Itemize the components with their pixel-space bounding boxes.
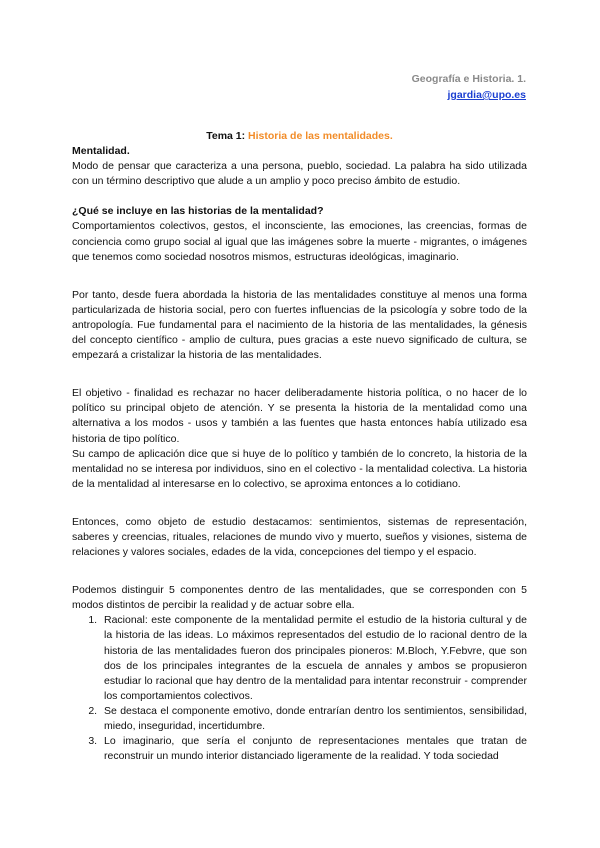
paragraph-por-tanto: Por tanto, desde fuera abordada la historia de las mentalidades constituye al menos una forma particularizada de historia social, pero con fuertes influencias de la psicología y sobre todo de la antropología. Fue fundamental para el nacimiento de la historia de las mentalidades, la génesis del concepto científico - amplio de cultura, pues gracias a este nuevo significado de cultura, se empezará a cristalizar la historia de las mentalidades. bbox=[72, 288, 527, 362]
document-body bbox=[72, 129, 527, 764]
page-header bbox=[412, 71, 526, 103]
paragraph-objeto-estudio: Entonces, como objeto de estudio destacamos: sentimientos, sistemas de representación, saberes y creencias, rituales, relaciones de mundo vivo y muerto, sueños y visiones, sistema de relaciones y valores sociales, edades de la vida, concepciones del tiempo y el espacio. bbox=[72, 515, 527, 559]
paragraph-campo-aplicacion: Su campo de aplicación dice que si huye de lo político y también de lo concreto, la historia de la mentalidad no se interesa por individuos, sino en el colectivo - la mentalidad colectiva. La historia de la mentalidad al interesarse en lo colectivo, se aproxima entonces a lo cotidiano. bbox=[72, 447, 527, 490]
header-email-link[interactable]: jgardia@upo.es bbox=[447, 89, 526, 101]
section-heading-que-se-incluye: ¿Qué se incluye en las historias de la mentalidad? bbox=[72, 205, 324, 218]
paragraph-objetivo: El objetivo - finalidad es rechazar no hacer deliberadamente historia política, o no hacer de lo político su principal objeto de atención. Y se presenta la historia de la mentalidad como una alternativa a los modos - usos y también a las fuentes que hasta entonces había utilizado esa historia de tipo político. bbox=[72, 387, 527, 445]
list-item: 3. Lo imaginario, que sería el conjunto de representaciones mentales que tratan de reconstruir un mundo interior distanciado ligeramente de la realidad. Y toda sociedad bbox=[100, 734, 527, 764]
title-topic: Historia de las mentalidades. bbox=[248, 130, 393, 142]
title-prefix: Tema 1: bbox=[206, 130, 246, 142]
paragraph-componentes: Podemos distinguir 5 componentes dentro de las mentalidades, que se corresponden con 5 modos distintos de percibir la realidad y de actuar sobre ella. bbox=[72, 584, 527, 612]
section-heading-mentalidad: Mentalidad. bbox=[72, 145, 130, 158]
components-list bbox=[72, 613, 527, 764]
document-title bbox=[72, 129, 527, 144]
paragraph-incluye: Comportamientos colectivos, gestos, el inconsciente, las emociones, las creencias, formas de conciencia como grupo social al igual que las imágenes sobre la muerte - migrantes, o imágenes que tenemos como sociedad nosotros mismos, estructuras ideológicas, imaginario. bbox=[72, 220, 527, 263]
header-subject: Geografía e Historia. 1. bbox=[411, 73, 526, 85]
paragraph-definition: Modo de pensar que caracteriza a una persona, pueblo, sociedad. La palabra ha sido utilizada con un término descriptivo que alude a un amplio y poco preciso ámbito de estudio. bbox=[72, 160, 527, 188]
list-item: 2. Se destaca el componente emotivo, donde entrarían dentro los sentimientos, sensibilidad, miedo, inseguridad, incertidumbre. bbox=[100, 704, 527, 734]
list-item: 1. Racional: este componente de la mentalidad permite el estudio de la historia cultural y de la historia de las ideas. Lo máximos representados del estudio de lo racional dentro de la historia de las mentalidades fueron dos principales pioneros: M.Bloch, Y.Febvre, que son dos de los principales integrantes de la escuela de annales y ambos se propusieron estudiar lo racional que hay dentro de la mentalidad para intentar reconstruir - comprender los comportamientos colectivos. bbox=[100, 613, 527, 704]
